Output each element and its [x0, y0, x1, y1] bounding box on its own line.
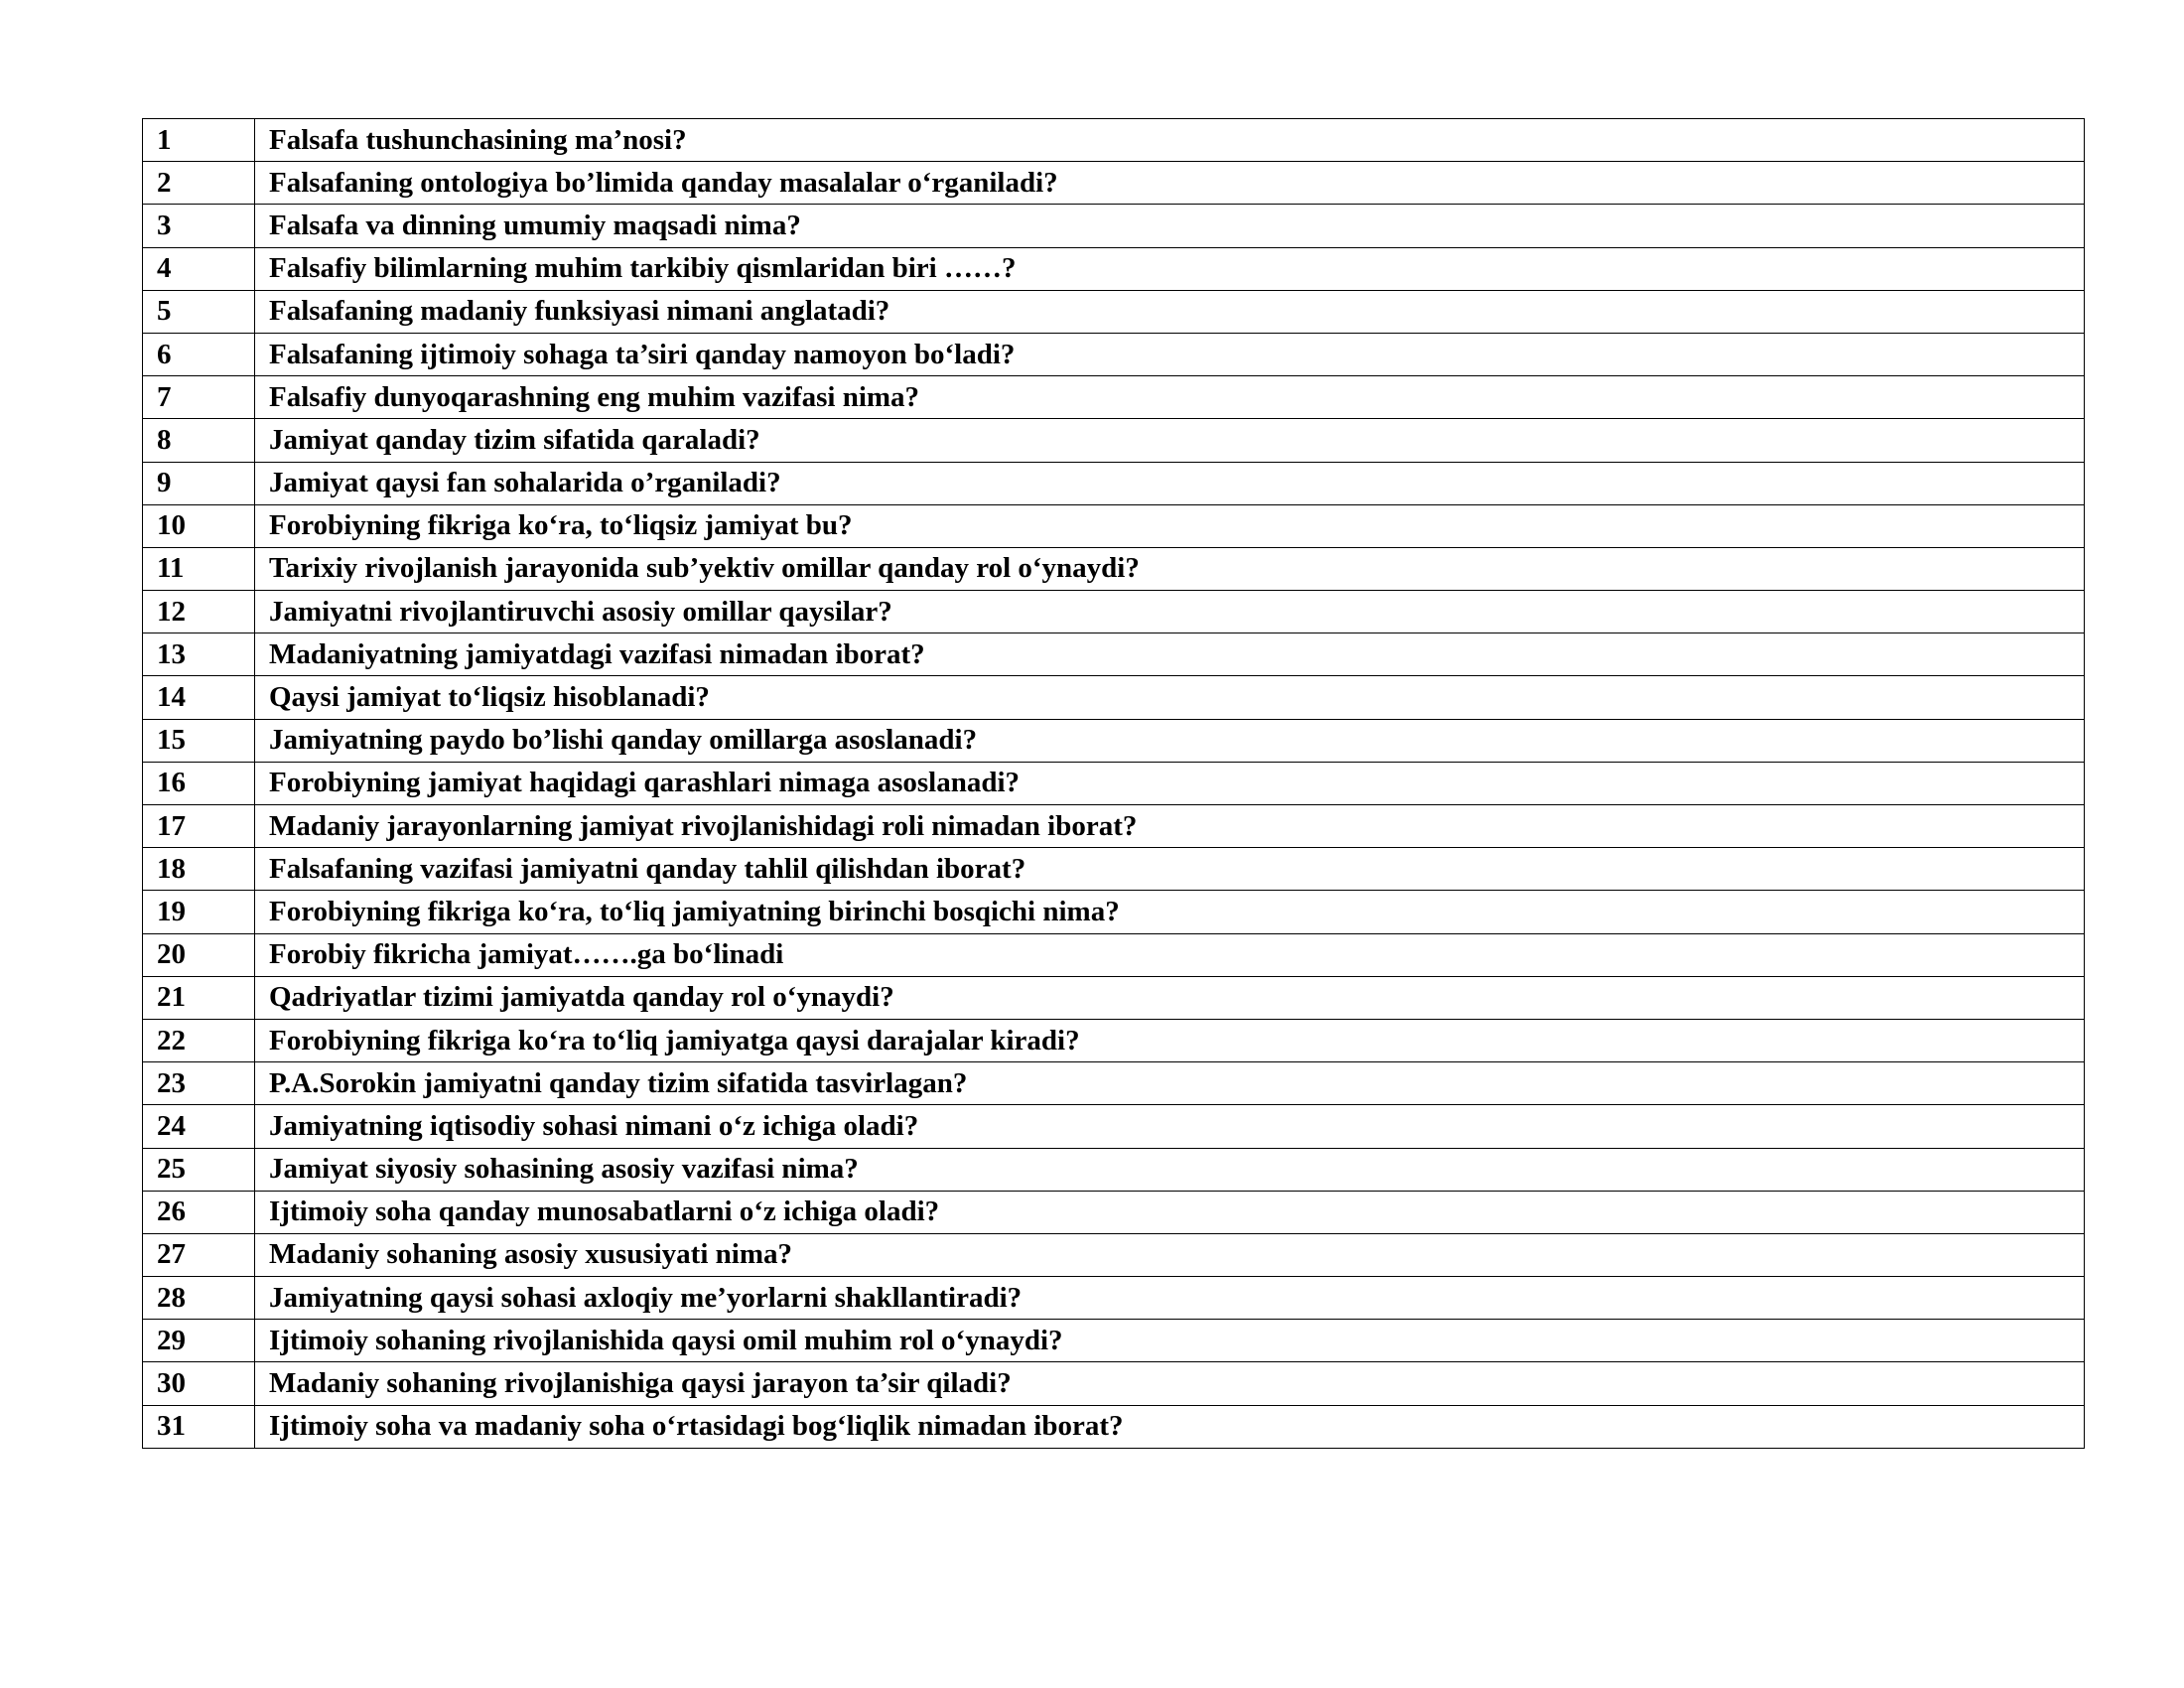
table-row	[143, 1277, 2085, 1320]
question-text: Ijtimoiy sohaning rivojlanishida qaysi omil muhim rol o‘ynaydi?	[255, 1320, 2085, 1362]
question-text: Forobiy fikricha jamiyat…….ga bo‘linadi	[255, 933, 2085, 976]
question-number: 19	[143, 891, 255, 933]
table-row	[143, 1062, 2085, 1105]
question-number: 9	[143, 462, 255, 504]
question-number: 22	[143, 1019, 255, 1061]
table-row	[143, 933, 2085, 976]
question-number: 2	[143, 162, 255, 205]
table-row	[143, 1320, 2085, 1362]
question-text: Falsafiy bilimlarning muhim tarkibiy qismlaridan biri ……?	[255, 247, 2085, 290]
question-number: 5	[143, 290, 255, 333]
questions-table-body	[143, 119, 2085, 1449]
question-number: 23	[143, 1062, 255, 1105]
question-text: Tarixiy rivojlanish jarayonida sub’yektiv omillar qanday rol o‘ynaydi?	[255, 547, 2085, 590]
question-text: Falsafaning ijtimoiy sohaga ta’siri qanday namoyon bo‘ladi?	[255, 333, 2085, 375]
question-text: Madaniy sohaning rivojlanishiga qaysi jarayon ta’sir qiladi?	[255, 1362, 2085, 1405]
question-text: Forobiyning fikriga ko‘ra, to‘liqsiz jamiyat bu?	[255, 504, 2085, 547]
table-row	[143, 719, 2085, 762]
question-text: Falsafaning madaniy funksiyasi nimani anglatadi?	[255, 290, 2085, 333]
question-text: Jamiyatning qaysi sohasi axloqiy me’yorlarni shakllantiradi?	[255, 1277, 2085, 1320]
question-text: Forobiyning fikriga ko‘ra to‘liq jamiyatga qaysi darajalar kiradi?	[255, 1019, 2085, 1061]
question-text: Jamiyatning paydo bo’lishi qanday omillarga asoslanadi?	[255, 719, 2085, 762]
question-text: Jamiyatning iqtisodiy sohasi nimani o‘z ichiga oladi?	[255, 1105, 2085, 1148]
table-row	[143, 162, 2085, 205]
question-text: Madaniy sohaning asosiy xususiyati nima?	[255, 1233, 2085, 1276]
question-text: Falsafaning ontologiya bo’limida qanday masalalar o‘rganiladi?	[255, 162, 2085, 205]
table-row	[143, 1233, 2085, 1276]
table-row	[143, 976, 2085, 1019]
question-text: Qadriyatlar tizimi jamiyatda qanday rol o‘ynaydi?	[255, 976, 2085, 1019]
table-row	[143, 504, 2085, 547]
table-row	[143, 290, 2085, 333]
question-text: Falsafa va dinning umumiy maqsadi nima?	[255, 205, 2085, 247]
question-text: Jamiyat qanday tizim sifatida qaraladi?	[255, 419, 2085, 462]
question-number: 16	[143, 762, 255, 804]
table-row	[143, 419, 2085, 462]
questions-table	[142, 118, 2085, 1449]
question-number: 11	[143, 547, 255, 590]
question-text: Ijtimoiy soha va madaniy soha o‘rtasidagi bog‘liqlik nimadan iborat?	[255, 1405, 2085, 1448]
question-number: 28	[143, 1277, 255, 1320]
question-number: 27	[143, 1233, 255, 1276]
question-number: 3	[143, 205, 255, 247]
table-row	[143, 1191, 2085, 1233]
table-row	[143, 848, 2085, 891]
question-number: 15	[143, 719, 255, 762]
table-row	[143, 247, 2085, 290]
question-text: Falsafaning vazifasi jamiyatni qanday tahlil qilishdan iborat?	[255, 848, 2085, 891]
question-text: Qaysi jamiyat to‘liqsiz hisoblanadi?	[255, 676, 2085, 719]
question-number: 18	[143, 848, 255, 891]
question-number: 26	[143, 1191, 255, 1233]
table-row	[143, 1105, 2085, 1148]
question-text: Madaniyatning jamiyatdagi vazifasi nimadan iborat?	[255, 633, 2085, 676]
table-row	[143, 591, 2085, 633]
question-number: 21	[143, 976, 255, 1019]
question-number: 13	[143, 633, 255, 676]
question-number: 14	[143, 676, 255, 719]
table-row	[143, 1405, 2085, 1448]
table-row	[143, 376, 2085, 419]
question-number: 1	[143, 119, 255, 162]
table-row	[143, 633, 2085, 676]
question-number: 12	[143, 591, 255, 633]
table-row	[143, 1148, 2085, 1191]
question-text: Ijtimoiy soha qanday munosabatlarni o‘z ichiga oladi?	[255, 1191, 2085, 1233]
table-row	[143, 462, 2085, 504]
question-number: 6	[143, 333, 255, 375]
question-number: 7	[143, 376, 255, 419]
table-row	[143, 805, 2085, 848]
table-row	[143, 1019, 2085, 1061]
question-number: 29	[143, 1320, 255, 1362]
table-row	[143, 891, 2085, 933]
table-row	[143, 205, 2085, 247]
question-text: Forobiyning jamiyat haqidagi qarashlari nimaga asoslanadi?	[255, 762, 2085, 804]
question-text: Jamiyat siyosiy sohasining asosiy vazifasi nima?	[255, 1148, 2085, 1191]
question-text: Forobiyning fikriga ko‘ra, to‘liq jamiyatning birinchi bosqichi nima?	[255, 891, 2085, 933]
question-text: Jamiyatni rivojlantiruvchi asosiy omillar qaysilar?	[255, 591, 2085, 633]
table-row	[143, 547, 2085, 590]
table-row	[143, 762, 2085, 804]
question-number: 8	[143, 419, 255, 462]
table-row	[143, 676, 2085, 719]
question-number: 25	[143, 1148, 255, 1191]
question-text: Jamiyat qaysi fan sohalarida o’rganiladi?	[255, 462, 2085, 504]
question-number: 4	[143, 247, 255, 290]
table-row	[143, 1362, 2085, 1405]
question-text: Falsafiy dunyoqarashning eng muhim vazifasi nima?	[255, 376, 2085, 419]
question-number: 30	[143, 1362, 255, 1405]
question-number: 24	[143, 1105, 255, 1148]
question-number: 31	[143, 1405, 255, 1448]
question-text: P.A.Sorokin jamiyatni qanday tizim sifatida tasvirlagan?	[255, 1062, 2085, 1105]
question-number: 20	[143, 933, 255, 976]
table-row	[143, 119, 2085, 162]
question-number: 17	[143, 805, 255, 848]
question-number: 10	[143, 504, 255, 547]
table-row	[143, 333, 2085, 375]
question-text: Madaniy jarayonlarning jamiyat rivojlanishidagi roli nimadan iborat?	[255, 805, 2085, 848]
question-text: Falsafa tushunchasining ma’nosi?	[255, 119, 2085, 162]
